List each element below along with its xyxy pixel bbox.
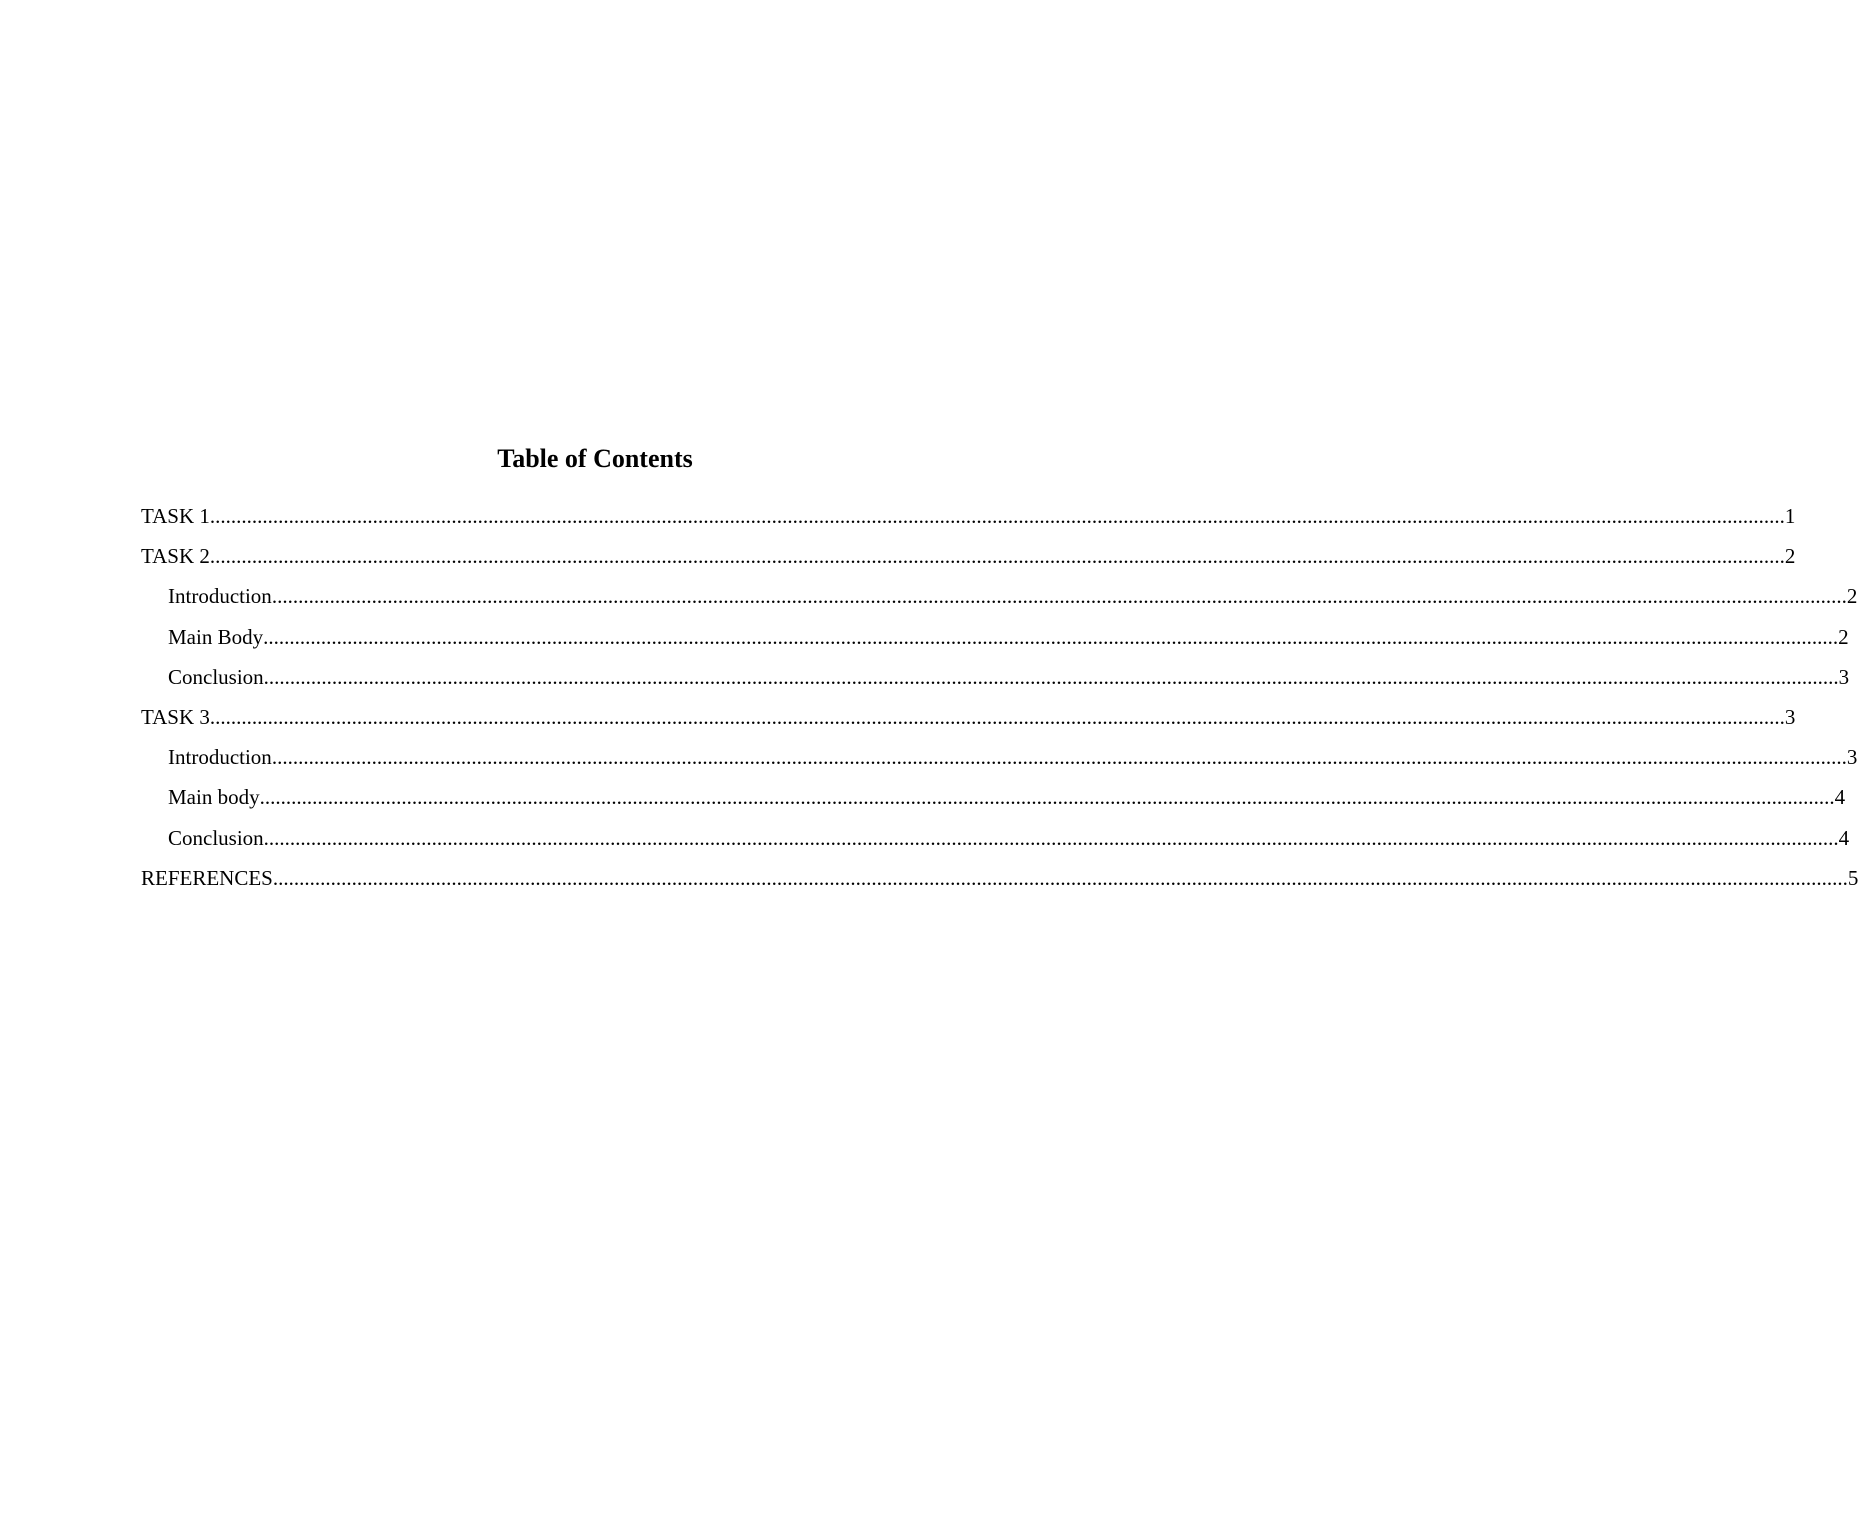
- toc-entry[interactable]: [141, 661, 1850, 701]
- toc-dot-leader: ............................................................................................................................................................................................................................................................................................................: [271, 584, 1847, 609]
- toc-entry[interactable]: [141, 580, 1858, 620]
- toc-entry-label: Main Body: [168, 624, 264, 649]
- toc-entry[interactable]: [141, 822, 1850, 862]
- toc-page-number: 4: [1838, 825, 1850, 850]
- toc-page-number: 2: [1838, 624, 1849, 649]
- toc-page-number: 3: [1838, 664, 1850, 689]
- toc-dot-leader: ............................................................................................................................................................................................................................................................................................................: [259, 785, 1835, 810]
- toc-entry[interactable]: [141, 741, 1858, 781]
- toc-entry[interactable]: [141, 621, 1849, 661]
- toc-page-number: 2: [1846, 584, 1858, 609]
- toc-dot-leader: ............................................................................................................................................................................................................................................................................................................: [209, 504, 1785, 528]
- toc-dot-leader: ............................................................................................................................................................................................................................................................................................................: [209, 544, 1785, 569]
- toc-list: [141, 500, 1858, 902]
- toc-entry-label: Introduction: [168, 584, 272, 609]
- toc-page-number: 4: [1834, 785, 1846, 810]
- toc-entry[interactable]: [141, 500, 1796, 540]
- toc-entry[interactable]: [141, 862, 1858, 902]
- toc-dot-leader: ............................................................................................................................................................................................................................................................................................................: [209, 704, 1785, 729]
- toc-page-number: 3: [1784, 704, 1796, 729]
- toc-dot-leader: ............................................................................................................................................................................................................................................................................................................: [263, 624, 1839, 649]
- toc-entry-label: TASK 1: [141, 504, 210, 528]
- toc-page-number: 2: [1784, 544, 1796, 569]
- toc-dot-leader: ............................................................................................................................................................................................................................................................................................................: [263, 825, 1839, 850]
- toc-page-number: 3: [1846, 745, 1858, 770]
- toc-entry-label: TASK 3: [141, 704, 210, 729]
- toc-dot-leader: ............................................................................................................................................................................................................................................................................................................: [272, 865, 1848, 890]
- toc-page-number: 1: [1784, 504, 1796, 528]
- toc-entry-label: Conclusion: [168, 664, 264, 689]
- toc-entry-label: REFERENCES: [141, 865, 273, 890]
- toc-entry-label: Conclusion: [168, 825, 264, 850]
- toc-entry[interactable]: [141, 540, 1796, 580]
- toc-entry[interactable]: [141, 781, 1846, 821]
- toc-entry[interactable]: [141, 701, 1796, 741]
- toc-entry-label: Main body: [168, 785, 260, 810]
- toc-dot-leader: ............................................................................................................................................................................................................................................................................................................: [263, 664, 1839, 689]
- toc-entry-label: TASK 2: [141, 544, 210, 569]
- toc-entry-label: Introduction: [168, 745, 272, 770]
- toc-dot-leader: ............................................................................................................................................................................................................................................................................................................: [271, 745, 1847, 770]
- toc-title: Table of Contents: [497, 444, 693, 473]
- toc-page-number: 5: [1847, 865, 1858, 890]
